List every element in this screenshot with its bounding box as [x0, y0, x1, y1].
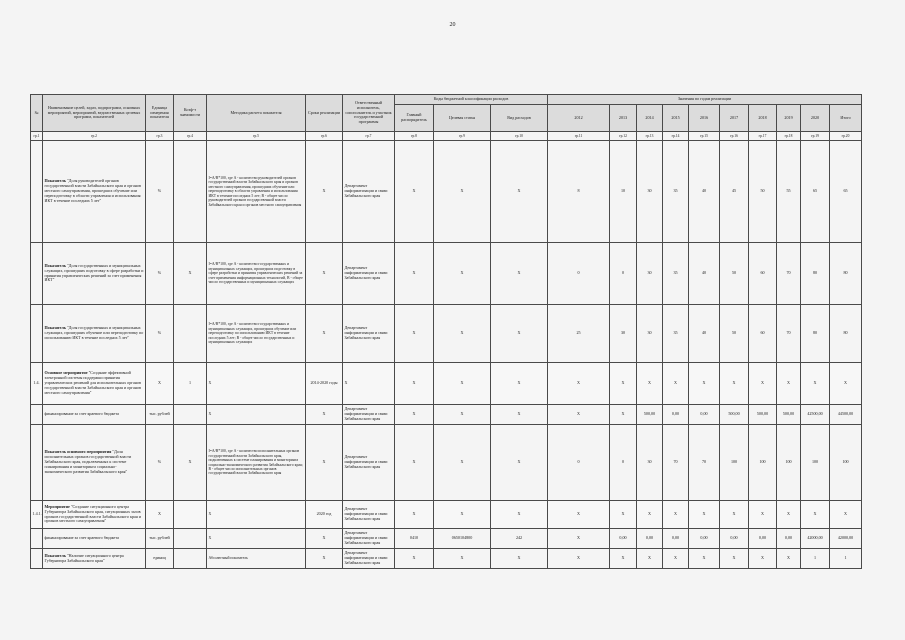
- row-year-value: X: [689, 501, 720, 529]
- row-name-prefix: Показатель: [44, 262, 66, 268]
- row-method: I=A/B*100, где A - количество исполнительных органов государственной власти Забайкальского края, подключенных к системе планирования и мониторинга социально-экономического развития Забайкальского края; B - общее число исполнительных органов государственной власти Забайкальского края: [207, 425, 306, 501]
- header-year: Итого: [830, 105, 862, 132]
- row-coef: [174, 501, 207, 529]
- row-name-text: "Доля руководителей органов государственной власти Забайкальского края и органов местного самоуправления, прошедших обучение или переподготовку в области управления и использования ИКТ в течение последних 5 лет": [44, 178, 141, 203]
- row-period: X: [306, 405, 343, 425]
- row-method: X: [207, 529, 306, 549]
- row-year-value: 45: [720, 141, 749, 243]
- page-number: 20: [449, 22, 456, 28]
- row-budget-code: X: [434, 501, 491, 529]
- header-responsible: Ответственный исполнитель, соисполнитель и участник государственной программы: [343, 95, 395, 132]
- row-name: [43, 363, 146, 405]
- column-number: гр.8: [395, 132, 434, 141]
- row-responsible: Департамент информатизации и связи Забайкальского края: [343, 529, 395, 549]
- column-number: гр.13: [637, 132, 663, 141]
- row-period: X: [306, 549, 343, 569]
- column-number: гр.7: [343, 132, 395, 141]
- row-year-value: 55: [777, 141, 801, 243]
- row-year-value: 0: [610, 243, 637, 305]
- row-year-value: X: [548, 363, 610, 405]
- row-name-prefix: Основное мероприятие: [44, 370, 88, 376]
- row-budget-code: X: [434, 141, 491, 243]
- row-name-text: "Доля исполнительных органов государственной власти Забайкальского края, подключенных к системе планирования и мониторинга социально-экономического развития Забайкальского края": [44, 449, 132, 474]
- row-budget-code: X: [395, 405, 434, 425]
- header-year: 2015: [663, 105, 689, 132]
- row-responsible: Департамент информатизации и связи Забайкальского края: [343, 501, 395, 529]
- row-year-value: 70: [777, 243, 801, 305]
- row-number: 1.4.: [31, 363, 43, 405]
- row-year-value: X: [610, 549, 637, 569]
- row-year-value: 42000,00: [801, 529, 830, 549]
- column-number: гр.2: [43, 132, 146, 141]
- row-year-value: X: [801, 363, 830, 405]
- row-method: Абсолютный показатель: [207, 549, 306, 569]
- row-number: [31, 405, 43, 425]
- header-year: 2012: [548, 105, 610, 132]
- row-year-value: X: [749, 363, 777, 405]
- row-year-value: X: [720, 549, 749, 569]
- row-responsible: Департамент информатизации и связи Забайкальского края: [343, 243, 395, 305]
- row-budget-code: X: [395, 141, 434, 243]
- table-row: [31, 305, 862, 363]
- column-number: гр.17: [749, 132, 777, 141]
- row-unit: тыс. рублей: [146, 405, 174, 425]
- row-year-value: 8: [548, 141, 610, 243]
- table-body: [31, 95, 862, 569]
- row-method: X: [207, 501, 306, 529]
- row-budget-code: X: [395, 363, 434, 405]
- row-budget-code: X: [491, 405, 548, 425]
- row-year-value: 0: [610, 425, 637, 501]
- header-method: Методика расчета показателя: [207, 95, 306, 132]
- column-number: гр.16: [720, 132, 749, 141]
- row-year-value: 30: [637, 141, 663, 243]
- row-budget-code: X: [395, 305, 434, 363]
- column-number: гр.19: [801, 132, 830, 141]
- column-number: гр.3: [146, 132, 174, 141]
- column-number: гр.1: [31, 132, 43, 141]
- row-year-value: 0,00: [689, 529, 720, 549]
- row-year-value: 30: [637, 243, 663, 305]
- row-name: [43, 405, 146, 425]
- row-name-text: финансирование за счет краевого бюджета: [44, 411, 119, 417]
- row-coef: [174, 141, 207, 243]
- row-unit: %: [146, 425, 174, 501]
- row-coef: 1: [174, 363, 207, 405]
- row-name: [43, 243, 146, 305]
- program-table: [30, 94, 862, 569]
- row-year-value: X: [637, 549, 663, 569]
- row-unit: единиц: [146, 549, 174, 569]
- row-budget-code: X: [434, 305, 491, 363]
- row-year-value: 100: [830, 425, 862, 501]
- row-year-value: X: [720, 501, 749, 529]
- row-name-prefix: Показатель: [44, 325, 66, 331]
- row-year-value: X: [689, 363, 720, 405]
- row-name-prefix: Показатель основного мероприятия: [44, 449, 112, 455]
- row-budget-code: X: [491, 425, 548, 501]
- row-year-value: 100: [749, 425, 777, 501]
- row-year-value: X: [663, 363, 689, 405]
- row-year-value: 0,00: [637, 529, 663, 549]
- row-year-value: 30: [637, 305, 663, 363]
- row-name: [43, 549, 146, 569]
- row-year-value: 10: [610, 141, 637, 243]
- row-year-value: X: [749, 549, 777, 569]
- row-year-value: 80: [801, 305, 830, 363]
- column-number: гр.14: [663, 132, 689, 141]
- row-budget-code: 0650104800: [434, 529, 491, 549]
- row-year-value: X: [610, 501, 637, 529]
- row-year-value: X: [548, 501, 610, 529]
- row-year-value: X: [777, 501, 801, 529]
- column-number: гр.6: [306, 132, 343, 141]
- row-coef: [174, 305, 207, 363]
- row-year-value: 80: [801, 243, 830, 305]
- row-responsible: Департамент информатизации и связи Забайкальского края: [343, 405, 395, 425]
- row-year-value: 500,00: [749, 405, 777, 425]
- header-year: 2017: [720, 105, 749, 132]
- row-period: X: [306, 529, 343, 549]
- row-name-text: "Создание эффективной электронной системы поддержки принятия управленческих решений для исполнительных органов государственной власти Забайкальского края и органов местного самоуправления": [44, 370, 141, 395]
- column-number: гр.15: [689, 132, 720, 141]
- row-year-value: X: [610, 405, 637, 425]
- table-row: [31, 243, 862, 305]
- header-budget-col: Главный распорядитель: [395, 105, 434, 132]
- row-number: [31, 425, 43, 501]
- row-budget-code: X: [395, 425, 434, 501]
- row-year-value: 35: [663, 243, 689, 305]
- table-row: [31, 549, 862, 569]
- row-name: [43, 141, 146, 243]
- row-year-value: X: [777, 549, 801, 569]
- row-year-value: 500,00: [777, 405, 801, 425]
- row-period: X: [306, 243, 343, 305]
- header-year: 2018: [749, 105, 777, 132]
- row-unit: тыс. рублей: [146, 529, 174, 549]
- row-coef: [174, 529, 207, 549]
- table-row: [31, 405, 862, 425]
- row-year-value: X: [637, 501, 663, 529]
- row-year-value: 0,00: [663, 529, 689, 549]
- row-year-value: 35: [663, 141, 689, 243]
- header-budget-col: Вид расходов: [491, 105, 548, 132]
- row-unit: %: [146, 243, 174, 305]
- table-row: [31, 141, 862, 243]
- header-row-1: [31, 95, 862, 105]
- header-years-group: Значения по годам реализации: [548, 95, 862, 105]
- row-year-value: X: [830, 363, 862, 405]
- column-number: гр.18: [777, 132, 801, 141]
- row-budget-code: X: [395, 243, 434, 305]
- row-number: [31, 243, 43, 305]
- header-period: Сроки реализации: [306, 95, 343, 132]
- row-year-value: X: [830, 501, 862, 529]
- header-coef: Коэф-т значимости: [174, 95, 207, 132]
- row-year-value: 100: [801, 425, 830, 501]
- row-number: [31, 529, 43, 549]
- row-year-value: 40: [689, 305, 720, 363]
- row-name-text: "Доля государственных и муниципальных служащих, прошедших обучение или переподготовку по использованию ИКТ в течение последних 5 лет": [44, 325, 144, 340]
- row-budget-code: X: [491, 501, 548, 529]
- row-year-value: 50: [720, 243, 749, 305]
- row-year-value: 40: [689, 141, 720, 243]
- header-year: 2014: [637, 105, 663, 132]
- row-responsible: Департамент информатизации и связи Забайкальского края: [343, 549, 395, 569]
- row-year-value: 60: [749, 243, 777, 305]
- row-budget-code: X: [434, 549, 491, 569]
- row-budget-code: X: [395, 501, 434, 529]
- header-year: 2020: [801, 105, 830, 132]
- row-period: 2014-2020 годы: [306, 363, 343, 405]
- table-row: [31, 501, 862, 529]
- row-responsible: X: [343, 363, 395, 405]
- row-number: [31, 549, 43, 569]
- row-method: I=A/B*100, где A - количество государственных и муниципальных служащих, прошедших подготовку в сфере разработки и принятия управленческих решений за счет применения информационных технологий, B - общее число государственных и муниципальных служащих: [207, 243, 306, 305]
- row-budget-code: X: [491, 243, 548, 305]
- column-numbers-row: [31, 132, 862, 141]
- row-year-value: 65: [830, 141, 862, 243]
- row-year-value: 1: [830, 549, 862, 569]
- column-number: гр.11: [548, 132, 610, 141]
- row-name: [43, 529, 146, 549]
- row-year-value: 0,00: [777, 529, 801, 549]
- row-year-value: 500,00: [637, 405, 663, 425]
- row-number: 1.4.1.: [31, 501, 43, 529]
- header-year: 2013: [610, 105, 637, 132]
- row-year-value: X: [663, 501, 689, 529]
- row-year-value: 50: [749, 141, 777, 243]
- header-budget-col: Целевая статья: [434, 105, 491, 132]
- row-responsible: Департамент информатизации и связи Забайкальского края: [343, 305, 395, 363]
- row-period: X: [306, 141, 343, 243]
- row-coef: [174, 405, 207, 425]
- row-budget-code: X: [491, 305, 548, 363]
- row-number: [31, 141, 43, 243]
- row-year-value: 70: [663, 425, 689, 501]
- row-name-text: финансирование за счет краевого бюджета: [44, 535, 119, 541]
- row-year-value: 65: [801, 141, 830, 243]
- row-period: X: [306, 425, 343, 501]
- column-number: гр.12: [610, 132, 637, 141]
- row-unit: X: [146, 363, 174, 405]
- row-coef: [174, 549, 207, 569]
- row-year-value: 0: [548, 243, 610, 305]
- row-method: X: [207, 363, 306, 405]
- table-row: [31, 363, 862, 405]
- row-year-value: X: [610, 363, 637, 405]
- row-year-value: X: [663, 549, 689, 569]
- row-unit: %: [146, 141, 174, 243]
- column-number: гр.5: [207, 132, 306, 141]
- row-year-value: X: [548, 529, 610, 549]
- row-year-value: 70: [689, 425, 720, 501]
- row-name-prefix: Показатель: [44, 552, 66, 558]
- row-year-value: 30: [610, 305, 637, 363]
- row-name-prefix: Показатель: [44, 178, 66, 184]
- header-unit: Единица измерения показателя: [146, 95, 174, 132]
- row-name-text: "Наличие ситуационного центра Губернатора Забайкальского края": [44, 552, 124, 563]
- row-year-value: 42500,00: [801, 405, 830, 425]
- row-year-value: X: [749, 501, 777, 529]
- column-number: гр.9: [434, 132, 491, 141]
- row-year-value: 80: [830, 243, 862, 305]
- row-year-value: 100: [777, 425, 801, 501]
- header-num: №: [31, 95, 43, 132]
- row-budget-code: 242: [491, 529, 548, 549]
- column-number: гр.4: [174, 132, 207, 141]
- row-period: 2020 год: [306, 501, 343, 529]
- row-year-value: 42000,00: [830, 529, 862, 549]
- row-year-value: X: [777, 363, 801, 405]
- table-row: [31, 529, 862, 549]
- column-number: гр.20: [830, 132, 862, 141]
- row-number: [31, 305, 43, 363]
- header-budget-group: Коды бюджетной классификации расходов: [395, 95, 548, 105]
- row-year-value: X: [689, 549, 720, 569]
- column-number: гр.10: [491, 132, 548, 141]
- row-year-value: 40: [689, 243, 720, 305]
- row-year-value: X: [801, 501, 830, 529]
- row-year-value: 0,00: [610, 529, 637, 549]
- header-year: 2016: [689, 105, 720, 132]
- row-budget-code: X: [491, 141, 548, 243]
- row-year-value: 1: [801, 549, 830, 569]
- row-budget-code: 0410: [395, 529, 434, 549]
- row-method: I=A/B*100, где A - количество государственных и муниципальных служащих, прошедших обучение или переподготовку по использованию ИКТ в течение последних 5 лет; B - общее число государственных и муниципальных служащих: [207, 305, 306, 363]
- row-year-value: X: [548, 549, 610, 569]
- row-period: X: [306, 305, 343, 363]
- row-method: X: [207, 405, 306, 425]
- row-year-value: X: [637, 363, 663, 405]
- row-year-value: 50: [720, 305, 749, 363]
- row-budget-code: X: [434, 405, 491, 425]
- row-method: I=A/B*100, где A - количество руководителей органов государственной власти Забайкальского края и органов местного самоуправления, прошедших обучение или переподготовку в области управления и использования ИКТ в течение последних 5 лет; B - общее число руководителей органов государственной власти Забайкальского края и органов местного самоуправления: [207, 141, 306, 243]
- row-year-value: 25: [548, 305, 610, 363]
- row-budget-code: X: [491, 549, 548, 569]
- row-year-value: X: [720, 363, 749, 405]
- row-budget-code: X: [434, 363, 491, 405]
- row-coef: X: [174, 425, 207, 501]
- row-responsible: Департамент информатизации и связи Забайкальского края: [343, 425, 395, 501]
- row-year-value: 0,00: [749, 529, 777, 549]
- row-year-value: 100: [720, 425, 749, 501]
- row-budget-code: X: [434, 243, 491, 305]
- row-budget-code: X: [491, 363, 548, 405]
- row-name-text: "Создание ситуационного центра Губернатора Забайкальского края, ситуационных залов органов государственной власти Забайкальского края и органов местного самоуправления": [44, 503, 141, 524]
- table-row: [31, 425, 862, 501]
- row-responsible: Департамент информатизации и связи Забайкальского края: [343, 141, 395, 243]
- row-year-value: 80: [830, 305, 862, 363]
- row-unit: X: [146, 501, 174, 529]
- row-year-value: 500,00: [720, 405, 749, 425]
- row-name-prefix: Мероприятие: [44, 503, 70, 509]
- row-unit: %: [146, 305, 174, 363]
- row-budget-code: X: [434, 425, 491, 501]
- row-budget-code: X: [395, 549, 434, 569]
- row-year-value: 35: [663, 305, 689, 363]
- row-year-value: 70: [777, 305, 801, 363]
- header-name: Наименование целей, задач, подпрограмм, основных мероприятий, мероприятий, ведомственных целевых программ, показателей: [43, 95, 146, 132]
- row-name: [43, 425, 146, 501]
- row-name: [43, 305, 146, 363]
- header-year: 2019: [777, 105, 801, 132]
- row-name-text: "Доля государственных и муниципальных служащих, прошедших подготовку в сфере разработки и принятия управленческих решений за счет применения ИКТ": [44, 262, 144, 283]
- row-year-value: 60: [749, 305, 777, 363]
- row-year-value: 30: [637, 425, 663, 501]
- row-year-value: 44500,00: [830, 405, 862, 425]
- row-year-value: 0,00: [720, 529, 749, 549]
- row-year-value: X: [548, 405, 610, 425]
- row-name: [43, 501, 146, 529]
- row-year-value: 0,00: [663, 405, 689, 425]
- row-year-value: 0,00: [689, 405, 720, 425]
- row-coef: X: [174, 243, 207, 305]
- row-year-value: 0: [548, 425, 610, 501]
